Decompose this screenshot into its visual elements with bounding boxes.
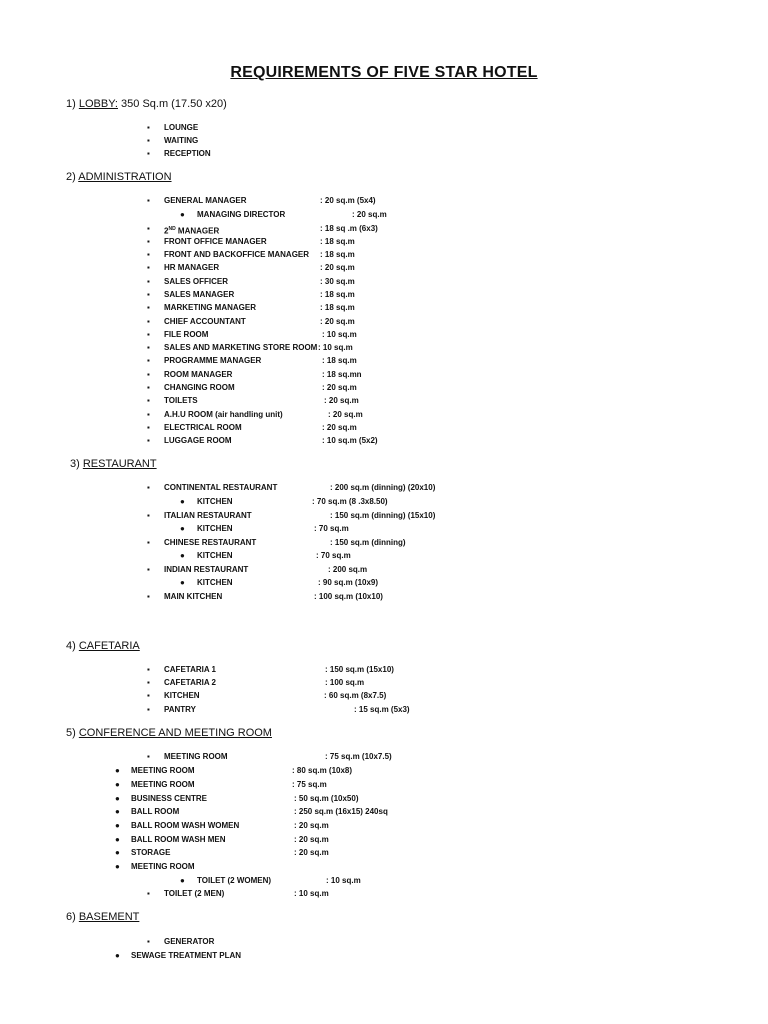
- square-bullet-icon: ▪: [147, 691, 150, 700]
- document-page: REQUIREMENTS OF FIVE STAR HOTEL 1) LOBBY: 350 Sq.m (17.50 x20) 2) ADMINISTRATION 3) RESTAURANT 4) CAFETARIA 5) CONFERENCE AND MEETING ROOM 6) BASEMENT ▪ LOUNGE ▪ WAITING ▪ RECEPTION ▪ GENERAL MANAGER : 20 sq.m (5x4) ● MANAGING DIRECTOR : 20 sq.m ▪ 2ND MANAGER : 18 sq .m (6x3) ▪ FRONT OFFICE MANAGER : 18 sq.m ▪ FRONT AND BACKOFFICE MANAGER : 18 sq.m ▪ HR MANAGER : 20 sq.m ▪ SALES OFFICER : 30 sq.m ▪ SALES MANAGER : 18 sq.m ▪ MARKETING MANAGER : 18 sq.m ▪ CHIEF ACCOUNTANT : 20 sq.m ▪ FILE ROOM : 10 sq.m ▪ SALES AND MARKETING STORE ROOM : 10 sq.m ▪ PROGRAMME MANAGER : 18 sq.m ▪ ROOM MANAGER : 18 sq.mn ▪ CHANGING ROOM : 20 sq.m ▪ TOILETS : 20 sq.m ▪ A.H.U ROOM (air handling unit) : 20 sq.m ▪ ELECTRICAL ROOM : 20 sq.m ▪ LUGGAGE ROOM : 10 sq.m (5x2) ▪ CONTINENTAL RESTAURANT : 200 sq.m (dinning) (20x10) ● KITCHEN : 70 sq.m (8 .3x8.50) ▪ ITALIAN RESTAURANT : 150 sq.m (dinning) (15x10) ● KITCHEN : 70 sq.m ▪ CHINESE RESTAURANT : 150 sq.m (dinning) ● KITCHEN : 70 sq.m ▪ INDIAN RESTAURANT : 200 sq.m ● KITCHEN : 90 sq.m (10x9) ▪ MAIN KITCHEN : 100 sq.m (10x10) ▪ CAFETARIA 1 : 150 sq.m (15x10) ▪ CAFETARIA 2 : 100 sq.m ▪ KITCHEN : 60 sq.m (8x7.5) ▪ PANTRY : 15 sq.m (5x3) ▪ MEETING ROOM : 75 sq.m (10x7.5) ● MEETING ROOM : 80 sq.m (10x8) ● MEETING ROOM : 75 sq.m ● BUSINESS CENTRE : 50 sq.m (10x50) ● BALL ROOM : 250 sq.m (16x15) 240sq ● BALL ROOM WASH WOMEN : 20 sq.m ● BALL ROOM WASH MEN : 20 sq.m ● STORAGE : 20 sq.m ● MEETING ROOM ● TOILET (2 WOMEN) : 10 sq.m ▪ TOILET (2 MEN) : 10 sq.m ▪ GENERATOR ● SEWAGE TREATMENT PLAN: [0, 0, 768, 1024]
- square-bullet-icon: ▪: [147, 511, 150, 520]
- square-bullet-icon: ▪: [147, 383, 150, 392]
- round-bullet-icon: ●: [180, 551, 185, 560]
- square-bullet-icon: ▪: [147, 370, 150, 379]
- round-bullet-icon: ●: [180, 210, 185, 219]
- square-bullet-icon: ▪: [147, 410, 150, 419]
- section-heading-cafetaria: 4) CAFETARIA: [66, 640, 140, 652]
- square-bullet-icon: ▪: [147, 678, 150, 687]
- square-bullet-icon: ▪: [147, 237, 150, 246]
- square-bullet-icon: ▪: [147, 752, 150, 761]
- square-bullet-icon: ▪: [147, 290, 150, 299]
- square-bullet-icon: ▪: [147, 317, 150, 326]
- round-bullet-icon: ●: [115, 848, 120, 857]
- round-bullet-icon: ●: [115, 807, 120, 816]
- square-bullet-icon: ▪: [147, 263, 150, 272]
- square-bullet-icon: ▪: [147, 937, 150, 946]
- section-heading-lobby: 1) LOBBY: 350 Sq.m (17.50 x20): [66, 98, 227, 110]
- square-bullet-icon: ▪: [147, 705, 150, 714]
- square-bullet-icon: ▪: [147, 136, 150, 145]
- section-heading-administration: 2) ADMINISTRATION: [66, 171, 172, 183]
- square-bullet-icon: ▪: [147, 356, 150, 365]
- square-bullet-icon: ▪: [147, 565, 150, 574]
- round-bullet-icon: ●: [115, 821, 120, 830]
- round-bullet-icon: ●: [115, 766, 120, 775]
- square-bullet-icon: ▪: [147, 343, 150, 352]
- page-title: REQUIREMENTS OF FIVE STAR HOTEL: [230, 64, 538, 81]
- square-bullet-icon: ▪: [147, 538, 150, 547]
- section-heading-basement: 6) BASEMENT: [66, 911, 140, 923]
- round-bullet-icon: ●: [180, 524, 185, 533]
- square-bullet-icon: ▪: [147, 423, 150, 432]
- square-bullet-icon: ▪: [147, 149, 150, 158]
- square-bullet-icon: ▪: [147, 436, 150, 445]
- round-bullet-icon: ●: [115, 951, 120, 960]
- round-bullet-icon: ●: [180, 497, 185, 506]
- square-bullet-icon: ▪: [147, 665, 150, 674]
- square-bullet-icon: ▪: [147, 250, 150, 259]
- round-bullet-icon: ●: [180, 876, 185, 885]
- square-bullet-icon: ▪: [147, 483, 150, 492]
- round-bullet-icon: ●: [115, 780, 120, 789]
- square-bullet-icon: ▪: [147, 277, 150, 286]
- section-heading-restaurant: 3) RESTAURANT: [70, 458, 157, 470]
- round-bullet-icon: ●: [115, 862, 120, 871]
- square-bullet-icon: ▪: [147, 889, 150, 898]
- square-bullet-icon: ▪: [147, 196, 150, 205]
- square-bullet-icon: ▪: [147, 224, 150, 233]
- round-bullet-icon: ●: [115, 794, 120, 803]
- round-bullet-icon: ●: [115, 835, 120, 844]
- section-heading-conference: 5) CONFERENCE AND MEETING ROOM: [66, 727, 272, 739]
- square-bullet-icon: ▪: [147, 123, 150, 132]
- square-bullet-icon: ▪: [147, 592, 150, 601]
- square-bullet-icon: ▪: [147, 396, 150, 405]
- square-bullet-icon: ▪: [147, 303, 150, 312]
- square-bullet-icon: ▪: [147, 330, 150, 339]
- round-bullet-icon: ●: [180, 578, 185, 587]
